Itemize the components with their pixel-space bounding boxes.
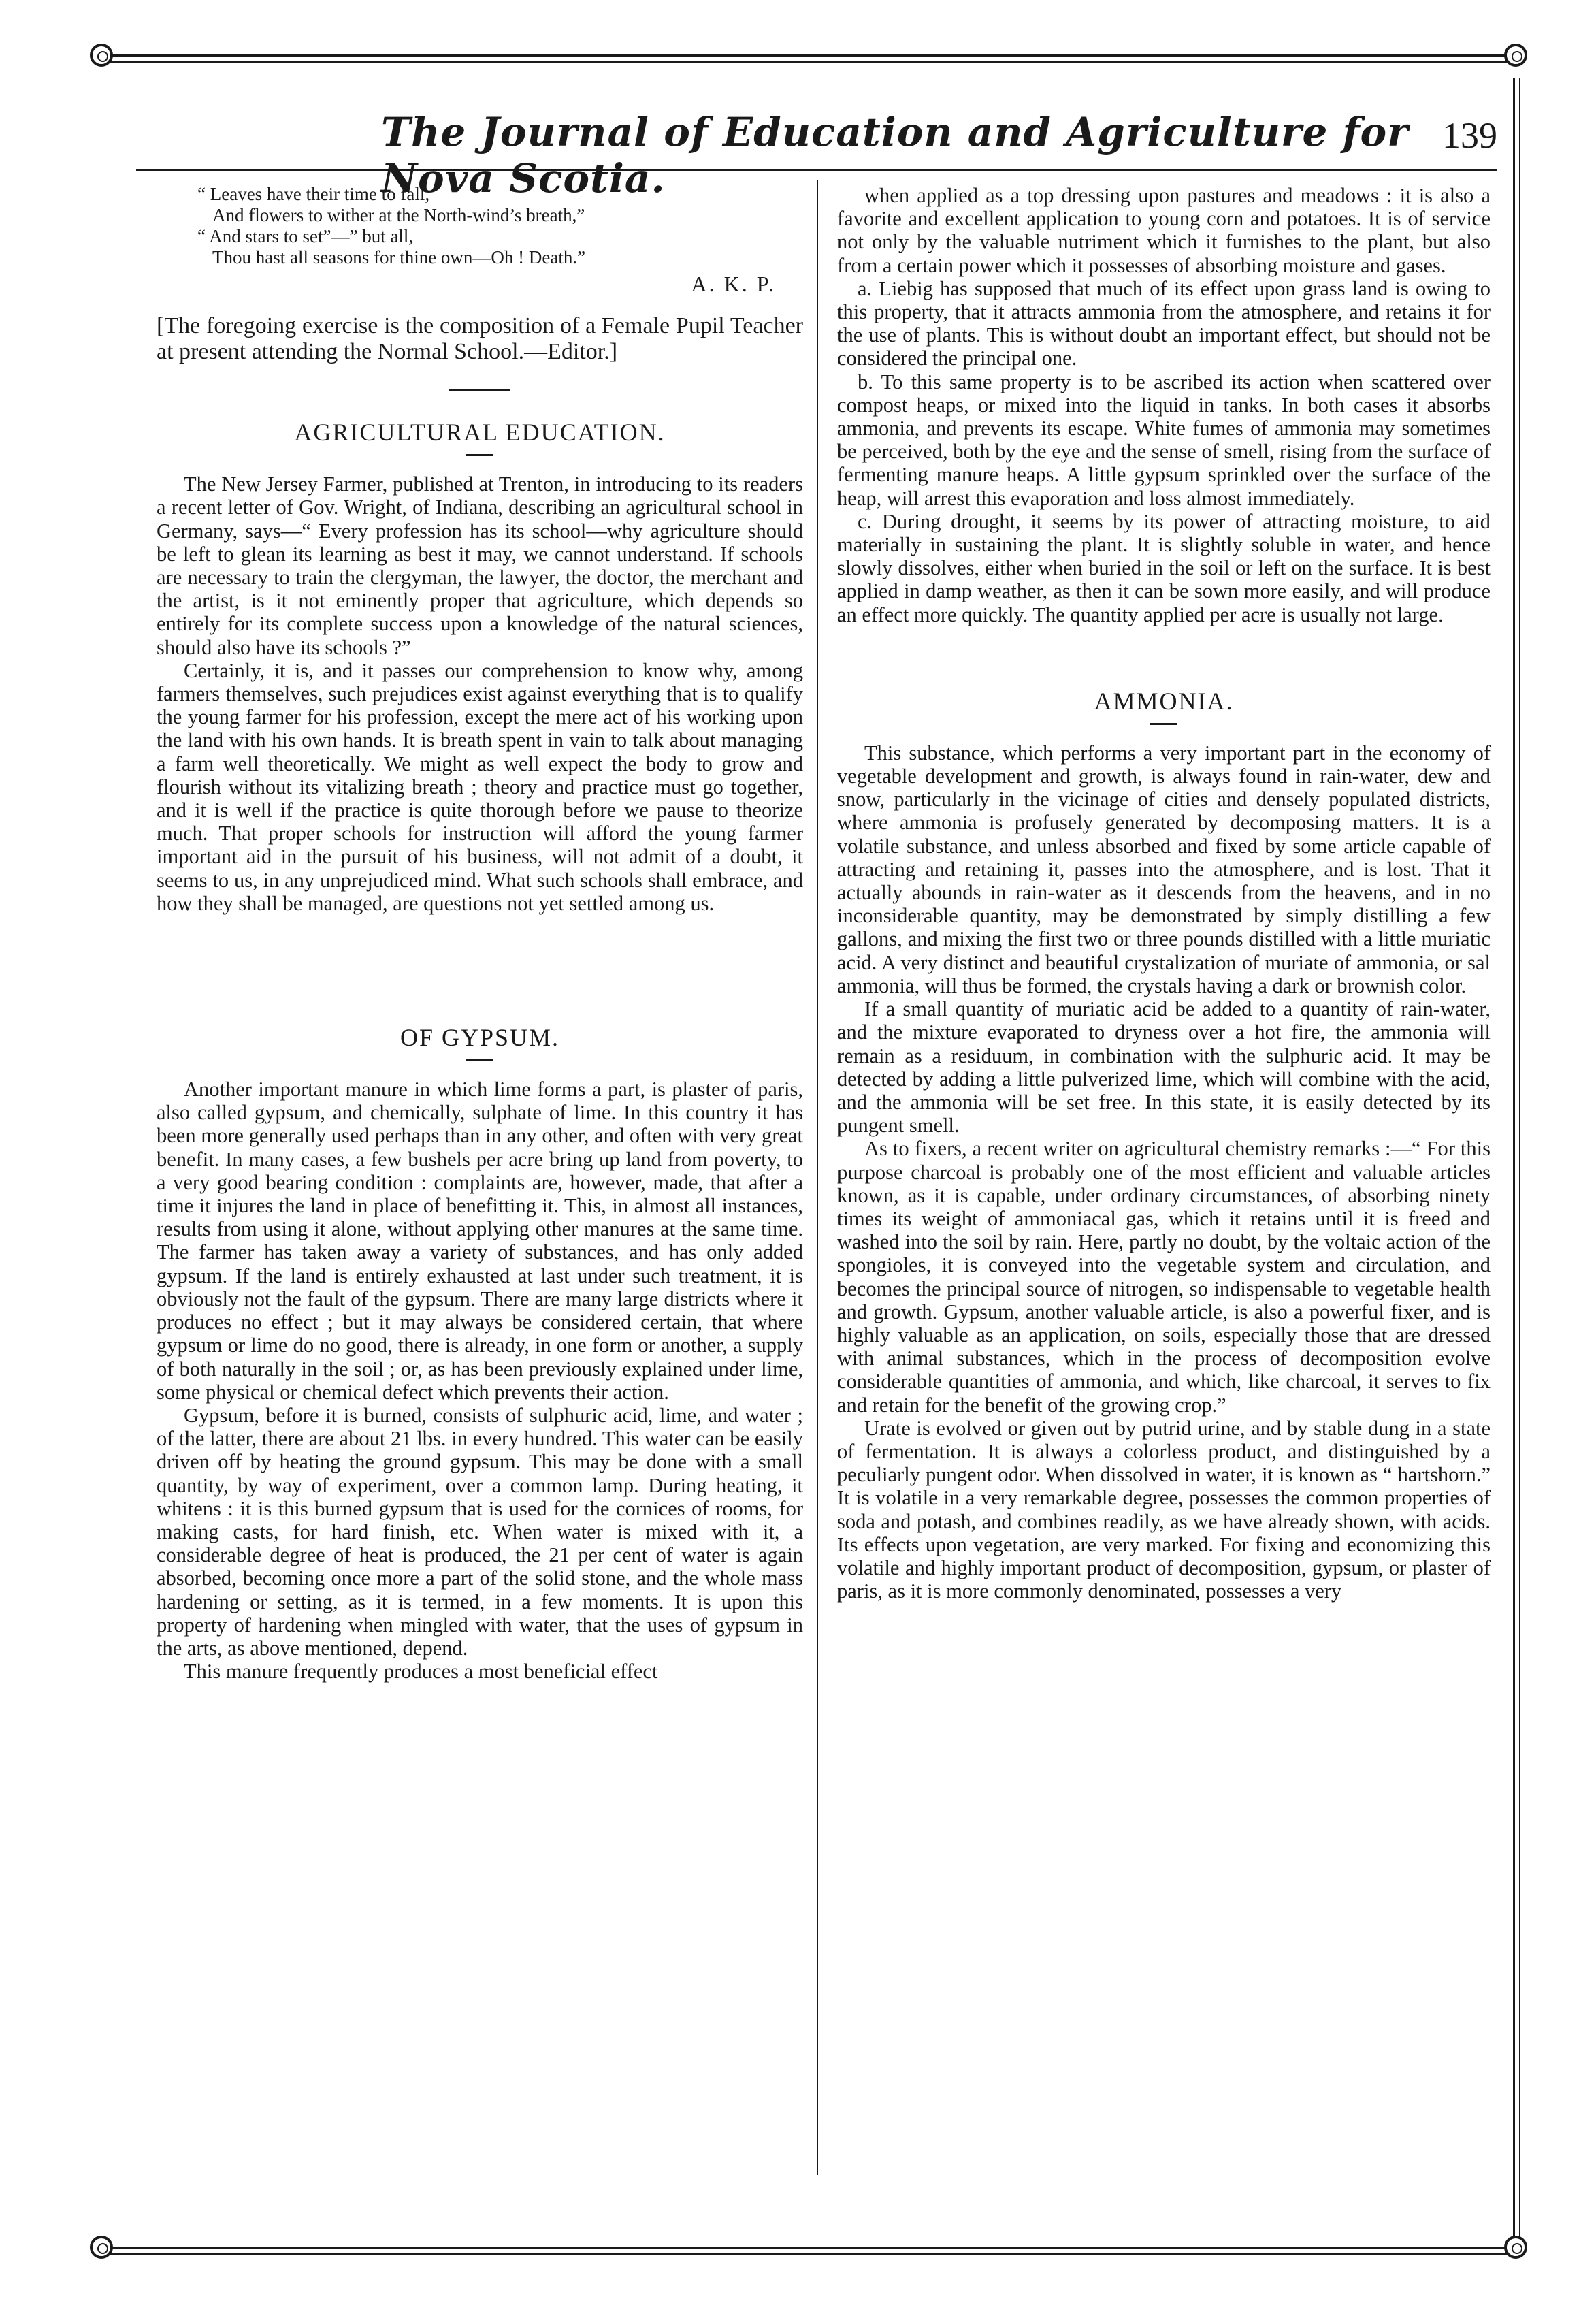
article-paragraph: This substance, which performs a very important part in the economy of vegetable development and growth, is always found in rain-water, dew and snow, particularly in the vicinage of cities and densely populated districts, where ammonia is profusely generated by decomposing matters. It is a volatile substance, and unless absorbed and fixed by some article capable of attracting and retaining it, passes into the atmosphere, and is lost. That it actually abounds in rain-water as it descends from the heavens, and in no inconsiderable quantity, may be demonstrated by simply distilling a few gallons, and mixing the first two or three pounds distilled with a little muriatic acid. A very distinct and beautiful crystalization of muriate of ammonia, or sal ammonia, will thus be formed, the crystals having a dark or brownish color. xyxy=(837,741,1491,997)
corner-ornament-icon xyxy=(90,2236,113,2259)
article-paragraph: c. During drought, it seems by its power of attracting moisture, to aid materially in sustaining the plant. It is slightly soluble in water, and hence slowly dissolves, either when buried in the soil or left on the surface. It is best applied in damp weather, as then it can be sown more easily, and will produce an effect more quickly. The quantity applied per acre is usually not large. xyxy=(837,509,1491,626)
article-paragraph: As to fixers, a recent writer on agricultural chemistry remarks :—“ For this purpose charcoal is probably one of the most efficient and valuable articles known, as it is capable, under ordinary circumstances, of absorbing ninety times its weight of ammoniacal gas, which it retains until it is freed and washed into the soil by rain. Here, partly no doubt, by the voltaic action of the spongioles, it is conveyed into the vegetable system and circulation, and becomes the principal source of nitrogen, so indispensable to vegetable health and growth. Gypsum, another valuable article, is also a powerful fixer, and is highly valuable as an application, on soils, especially those that are dressed with animal substances, which in the process of decomposition evolve considerable quantities of ammonia, and which, like charcoal, it serves to fix and retain for the benefit of the growing crop.” xyxy=(837,1137,1491,1417)
article-paragraph: b. To this same property is to be ascribed its action when scattered over compost heaps, or mixed into the liquid in tanks. In both cases it absorbs ammonia, and prevents its escape. White fumes of ammonia may sometimes be perceived, both by the eye and the sense of smell, rising from the surface of fermenting manure heaps. A little gypsum sprinkled over the surface of the heap, will arrest this evaporation and loss almost immediately. xyxy=(837,370,1491,510)
article-paragraph: If a small quantity of muriatic acid be added to a quantity of rain-water, and the mixture evaporated to dryness over a hot fire, the ammonia will remain as a residuum, in combination with the sulphuric acid. It may be detected by adding a little pulverized lime, which will combine with the acid, and the ammonia will be set free. In this state, it is easily detected by its pungent smell. xyxy=(837,997,1491,1138)
article-paragraph: Certainly, it is, and it passes our comprehension to know why, among farmers themselves, such prejudices exist against everything that is to qualify the young farmer for his profession, except the mere act of his working upon the land with his own hands. It is breath spent in vain to talk about managing a farm well theoretically. We might as well expect the body to grow and flourish without its vitalizing breath ; theory and practice must go together, and it is well if the practice is quite thorough before we pause to theorize much. That proper schools for instruction will afford the young farmer important aid in the pursuit of his business, will not admit of a doubt, it seems to us, in any unprejudiced mind. What such schools shall embrace, and how they shall be managed, are questions not yet settled among us. xyxy=(157,658,803,915)
poem-stanza xyxy=(197,184,803,268)
article-paragraph: Gypsum, before it is burned, consists of sulphuric acid, lime, and water ; of the latter, there are about 21 lbs. in every hundred. This water can be easily driven off by heating the ground gypsum. This may be done with a small quantity, by way of experiment, over a common lamp. During heating, it whitens : it is this burned gypsum that is used for the cornices of rooms, for making casts, for hard finish, etc. When water is mixed with it, a considerable degree of heat is produced, the 21 per cent of water is again absorbed, becoming once more a part of the solid stone, and the whole mass hardening or setting, as it is termed, in a few moments. It is upon this property of hardening when mingled with water, that the uses of gypsum in the arts, as above mentioned, depend. xyxy=(157,1403,803,1660)
article-paragraph: Urate is evolved or given out by putrid urine, and by stable dung in a state of fermentation. It is always a colorless product, and distinguished by a peculiarly pungent odor. When dissolved in water, it is known as “ hartshorn.” It is volatile in a very remarkable degree, possesses the common properties of soda and potash, and combines readily, as we have already shown, with acids. Its effects upon vegetation, are very marked. For fixing and economizing this volatile and highly important product of decomposition, gypsum, or plaster of paris, as it is more commonly denominated, possesses a very xyxy=(837,1416,1491,1603)
article-paragraph: Another important manure in which lime forms a part, is plaster of paris, also called gypsum, and chemically, sulphate of lime. In this country it has been more generally used perhaps than in any other, and often with very great benefit. In many cases, a few bushels per acre bring up land from poverty, to a very good bearing condition : complaints are, however, made, that after a time it injures the land in place of benefitting it. This, in almost all instances, results from using it alone, without applying other manures at the same time. The farmer has taken away a variety of substances, and has only added gypsum. If the land is entirely exhausted at last under such treatment, it is obviously not the fault of the gypsum. There are many large districts where it produces no effect ; but it may always be considered certain, that where gypsum or lime do no good, there is already, in one form or another, a supply of both naturally in the soil ; or, as has been previously explained under lime, some physical or chemical defect which prevents their action. xyxy=(157,1078,803,1404)
article-paragraph: The New Jersey Farmer, published at Trenton, in introducing to its readers a recent letter of Gov. Wright, of Indiana, describing an agricultural school in Germany, says—“ Every profession has its school—why agriculture should be left to glean its learning as best it may, we cannot understand. If schools are necessary to train the clergyman, the lawyer, the doctor, the merchant and the artist, is it not eminently proper that agriculture, which depends so entirely for its complete success upon a knowledge of the natural sciences, should also have its schools ?” xyxy=(157,472,803,659)
ammonia-heading: AMMONIA. xyxy=(1094,687,1234,715)
poem-line: And flowers to wither at the North-wind’s breath,” xyxy=(212,205,585,225)
agricultural-education-heading: AGRICULTURAL EDUCATION. xyxy=(294,419,666,447)
editor-note: [The foregoing exercise is the composition of a Female Pupil Teacher at present attending the Normal School.—Editor.] xyxy=(157,313,803,365)
author-signature: A. K. P. xyxy=(691,272,776,296)
right-column xyxy=(837,184,1491,1603)
page-number: 139 xyxy=(1442,115,1497,156)
header-rule xyxy=(136,169,1497,171)
corner-ornament-icon xyxy=(1504,44,1527,67)
poem-line: “ And stars to set”—” but all, xyxy=(197,226,414,246)
heading-rule xyxy=(466,1059,493,1061)
article-paragraph: a. Liebig has supposed that much of its effect upon grass land is owing to this property, that it attracts ammonia from the atmosphere, and retains it for the use of plants. This is without doubt an important effect, but should not be considered the principal one. xyxy=(837,276,1491,370)
corner-ornament-icon xyxy=(90,44,113,67)
section-rule xyxy=(449,389,510,391)
article-paragraph: This manure frequently produces a most beneficial effect xyxy=(184,1660,658,1684)
corner-ornament-icon xyxy=(1504,2236,1527,2259)
bottom-border-rule xyxy=(102,2247,1518,2249)
gypsum-heading: OF GYPSUM. xyxy=(400,1024,560,1052)
poem-line: Thou hast all seasons for thine own—Oh ! Death.” xyxy=(212,247,586,268)
column-divider xyxy=(817,180,818,2175)
right-border-rule xyxy=(1513,78,1515,2236)
journal-title: The Journal of Education and Agriculture for Nova Scotia. xyxy=(381,109,1409,202)
article-paragraph: when applied as a top dressing upon pastures and meadows : it is also a favorite and excellent application to young corn and potatoes. It is of service not only by the valuable nutriment which it furnishes to the plant, but also from a certain power which it possesses of absorbing moisture and gases. xyxy=(837,184,1491,277)
top-border-rule xyxy=(102,54,1518,57)
poem-line: “ Leaves have their time to fall, xyxy=(197,184,430,204)
page-frame xyxy=(102,37,1518,2264)
heading-rule xyxy=(1150,723,1177,725)
left-column xyxy=(157,184,803,1683)
heading-rule xyxy=(466,454,493,456)
